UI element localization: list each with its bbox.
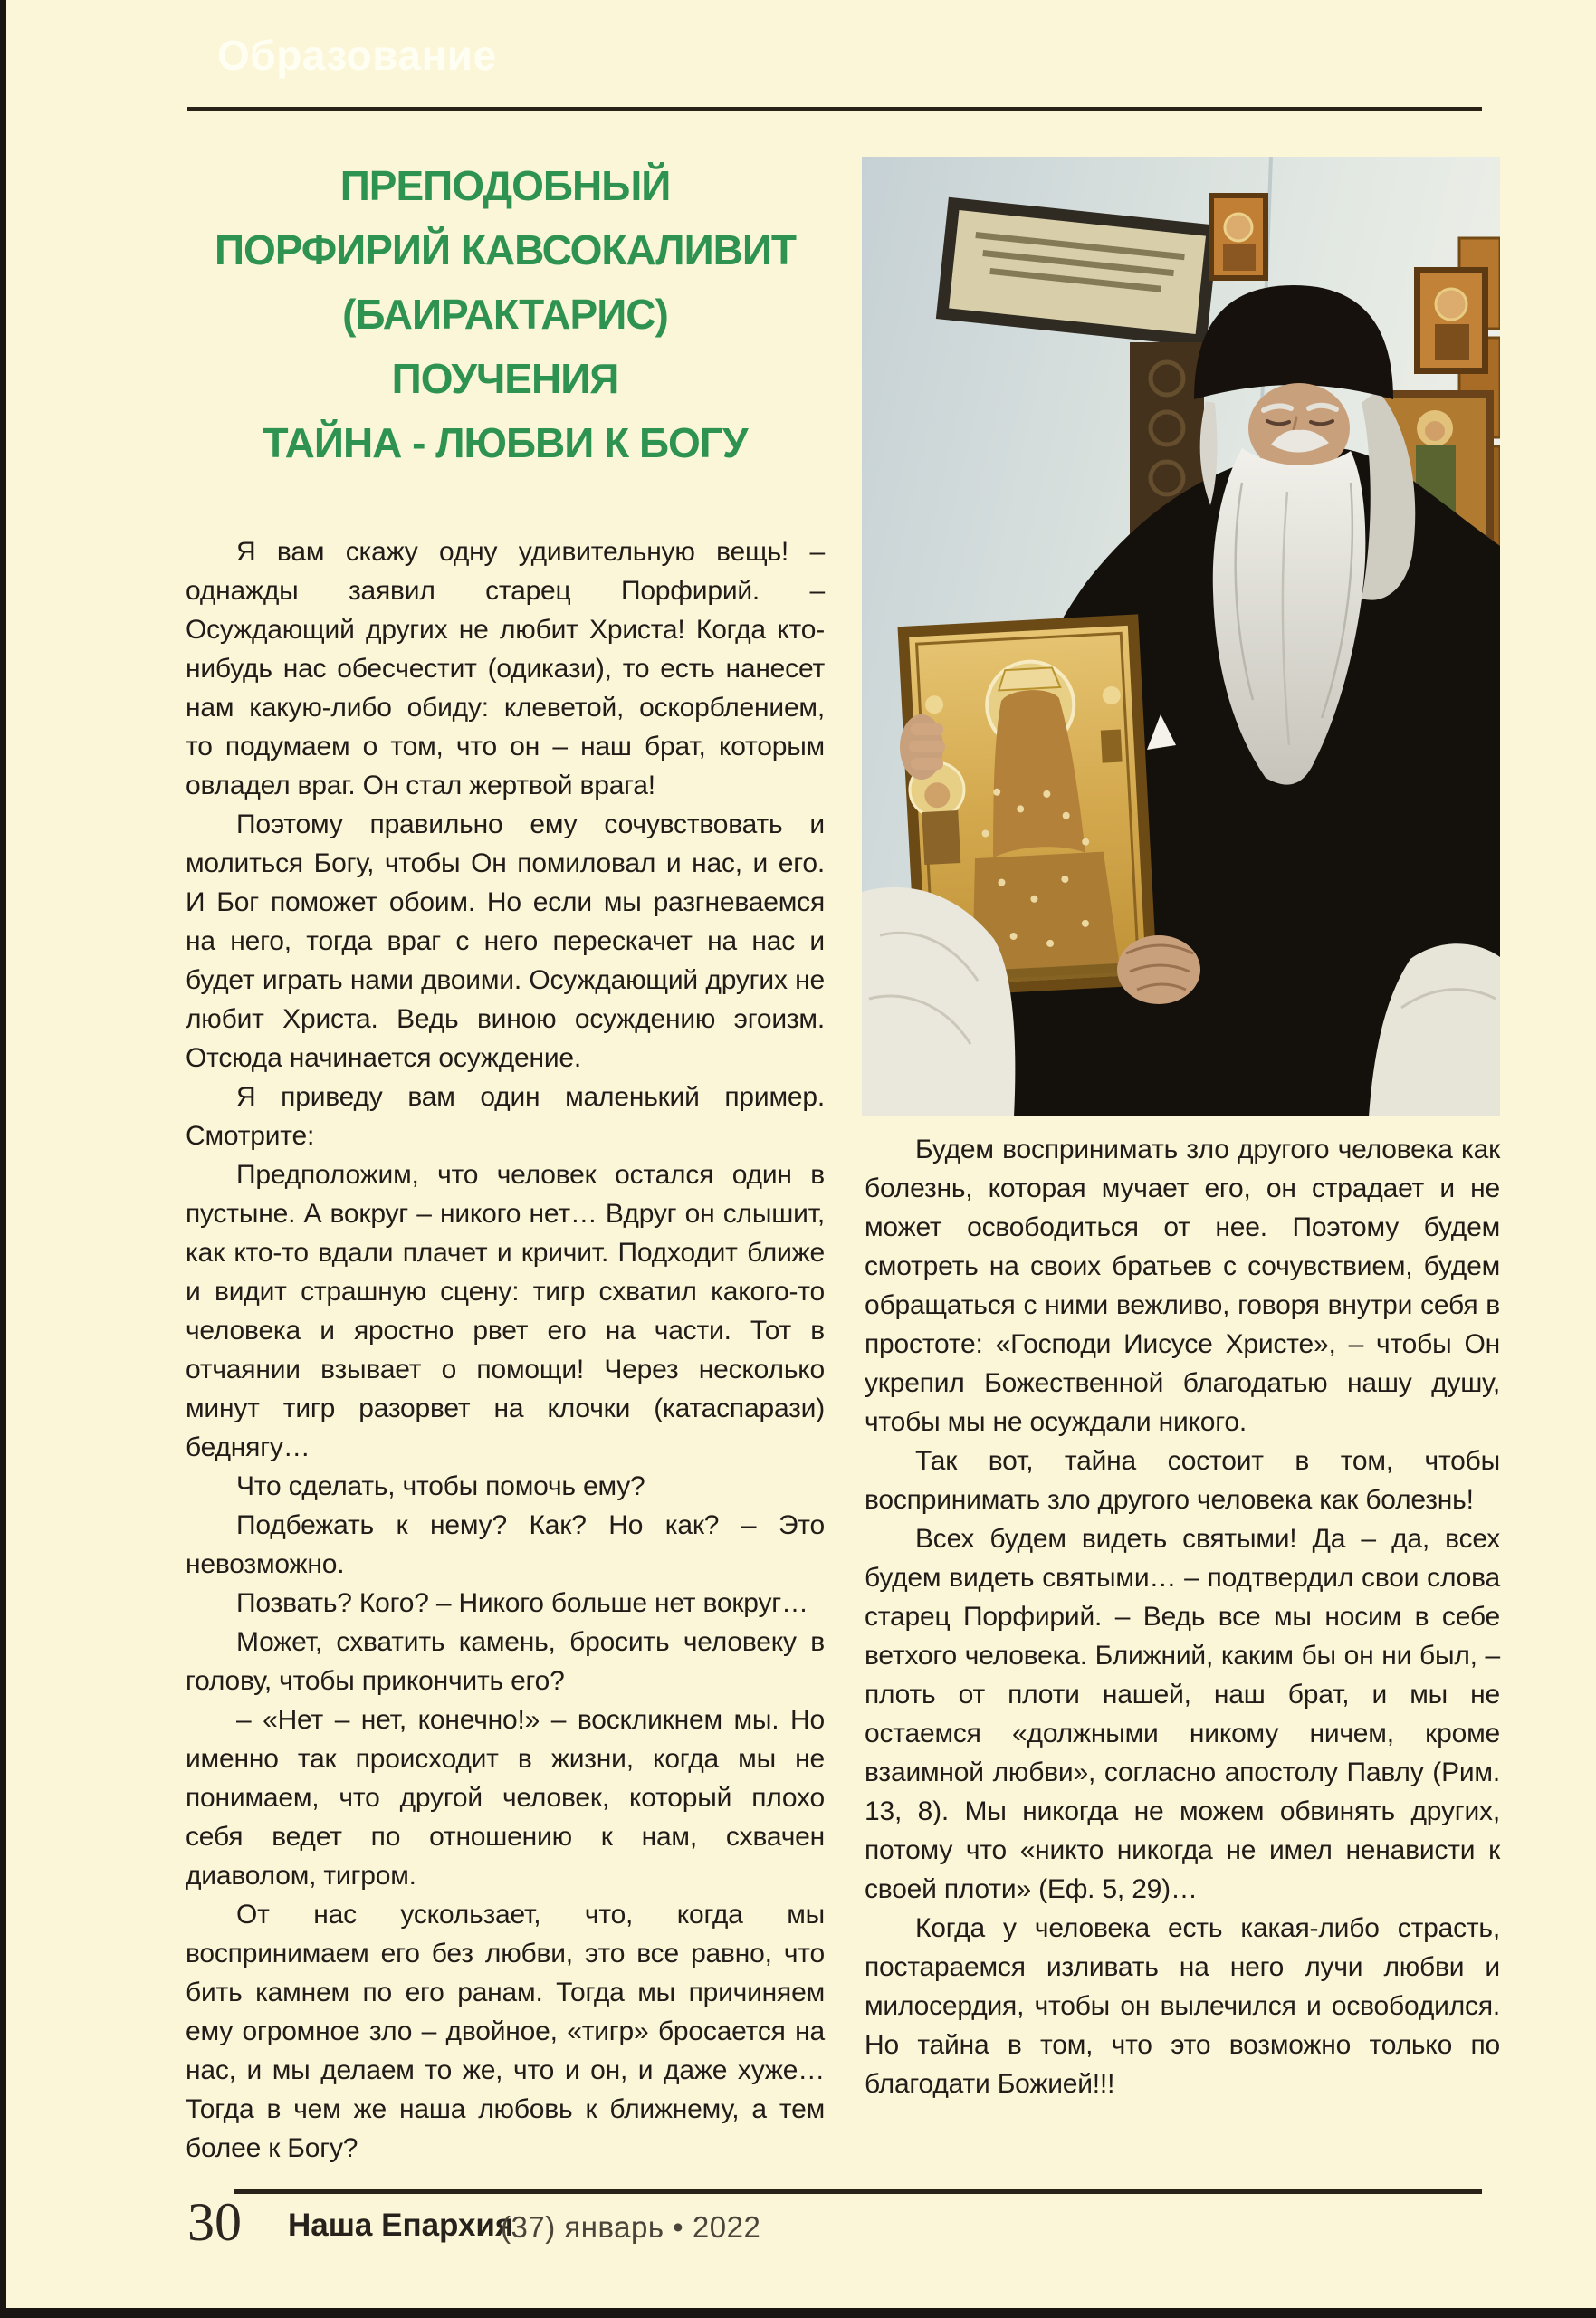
paragraph: Так вот, тайна состоит в том, чтобы воспринимать зло другого человека как болезнь! [865, 1446, 1500, 1515]
header-rule [187, 107, 1482, 111]
paragraph: Может, схватить камень, бросить человеку в голову, чтобы прикончить его? [186, 1627, 825, 1696]
paragraph: Когда у человека есть какая-либо страсть, постараемся изливать на него лучи любви и милосердия, чтобы он вылечился и освободился. Но тайна в том, что это возможно только по благодати Божией!!! [865, 1913, 1500, 2099]
page-edge-bottom [0, 2308, 1596, 2318]
paragraph: Что сделать, чтобы помочь ему? [236, 1471, 645, 1501]
article-title [186, 154, 825, 475]
footer-issue-info: (37) январь • 2022 [501, 2210, 761, 2244]
paragraph: – «Нет – нет, конечно!» – воскликнем мы. Но именно так происходит в жизни, когда мы не понимаем, что другой человек, который плохо себя ведет по отношению к нам, схвачен диаволом, тигром. [186, 1705, 825, 1891]
paragraph: Будем воспринимать зло другого человека как болезнь, которая мучает его, он страдает и не может освободиться от нее. Поэтому будем смотреть на своих братьев с сочувствием, будем обращаться с ними вежливо, говоря внутри себя в простоте: «Господи Иисусе Христе», – чтобы Он укрепил Божественной благодатью нашу душу, чтобы мы не осуждали никого. [865, 1135, 1500, 1437]
page-edge-left [0, 0, 6, 2318]
footer-magazine-title: Наша Епархия [288, 2208, 514, 2243]
article-title-line: ТАЙНА - ЛЮБВИ К БОГУ [263, 419, 748, 466]
paragraph: Позвать? Кого? – Никого больше нет вокруг… [236, 1588, 808, 1618]
paragraph: Я приведу вам один маленький пример. Смотрите: [186, 1082, 825, 1151]
small-wall-icon [1209, 193, 1268, 281]
paragraph: От нас ускользает, что, когда мы воспринимаем его без любви, это все равно, что бить камнем по его ранам. Тогда мы причиняем ему огромное зло – двойное, «тигр» бросается на нас, и мы делаем то же, что и он, и даже хуже… Тогда в чем же наша любовь к ближнему, а тем более к Богу? [186, 1900, 825, 2163]
photo-elder-porphyrios [862, 157, 1500, 1116]
article-column-right [865, 1130, 1500, 2103]
footer-rule [234, 2189, 1482, 2194]
paragraph: Всех будем видеть святыми! Да – да, всех будем видеть святыми… – подтвердил свои слова старец Порфирий. – Ведь все мы носим в себе ветхого человека. Ближний, каким бы он ни был, – плоть от плоти нашей, наш брат, и мы не остаемся «должными никому ничем, кроме взаимной любви», согласно апостолу Павлу (Рим. 13, 8). Мы никогда не можем обвинять других, потому что «никто никогда не имел ненависти к своей плоти» (Еф. 5, 29)… [865, 1524, 1500, 1904]
article-title-line: ПОРФИРИЙ КАВСОКАЛИВИТ [214, 226, 797, 273]
page-number: 30 [187, 2192, 242, 2252]
paragraph: Предположим, что человек остался один в пустыне. А вокруг – никого нет… Вдруг он слышит, как кто-то вдали плачет и кричит. Подходит ближе и видит страшную сцену: тигр схватил какого-то человека и яростно рвет его на части. Тот в отчаянии взывает о помощи! Через несколько минут тигр разорвет на клочки (катаспарази) беднягу… [186, 1160, 825, 1462]
photo-illustration [862, 157, 1500, 1116]
article-column-left [186, 532, 825, 2168]
article-title-line: ПРЕПОДОБНЫЙ [339, 162, 671, 209]
paragraph: Поэтому правильно ему сочувствовать и молиться Богу, чтобы Он помиловал и нас, и его. И Бог поможет обоим. Но если мы разгневаемся на него, тогда враг с него перескачет на нас и будет играть нами двоими. Осуждающий других не любит Христа. Ведь виною осуждению эгоизм. Отсюда начинается осуждение. [186, 809, 825, 1073]
paragraph: Подбежать к нему? Как? Но как? – Это невозможно. [186, 1510, 825, 1579]
elder-hand-bottom [1117, 935, 1200, 1004]
paragraph: Я вам скажу одну удивительную вещь! – однажды заявил старец Порфирий. – Осуждающий других не любит Христа! Когда кто-нибудь нас обесчестит (одикази), то есть нанесет нам какую-либо обиду: клеветой, оскорблением, то подумаем о том, что он – наш брат, которым овладел враг. Он стал жертвой врага! [186, 537, 825, 800]
article-title-line: (БАИРАКТАРИС) [342, 291, 668, 338]
section-label: Образование [217, 32, 497, 79]
article-title-line: ПОУЧЕНИЯ [391, 355, 619, 402]
